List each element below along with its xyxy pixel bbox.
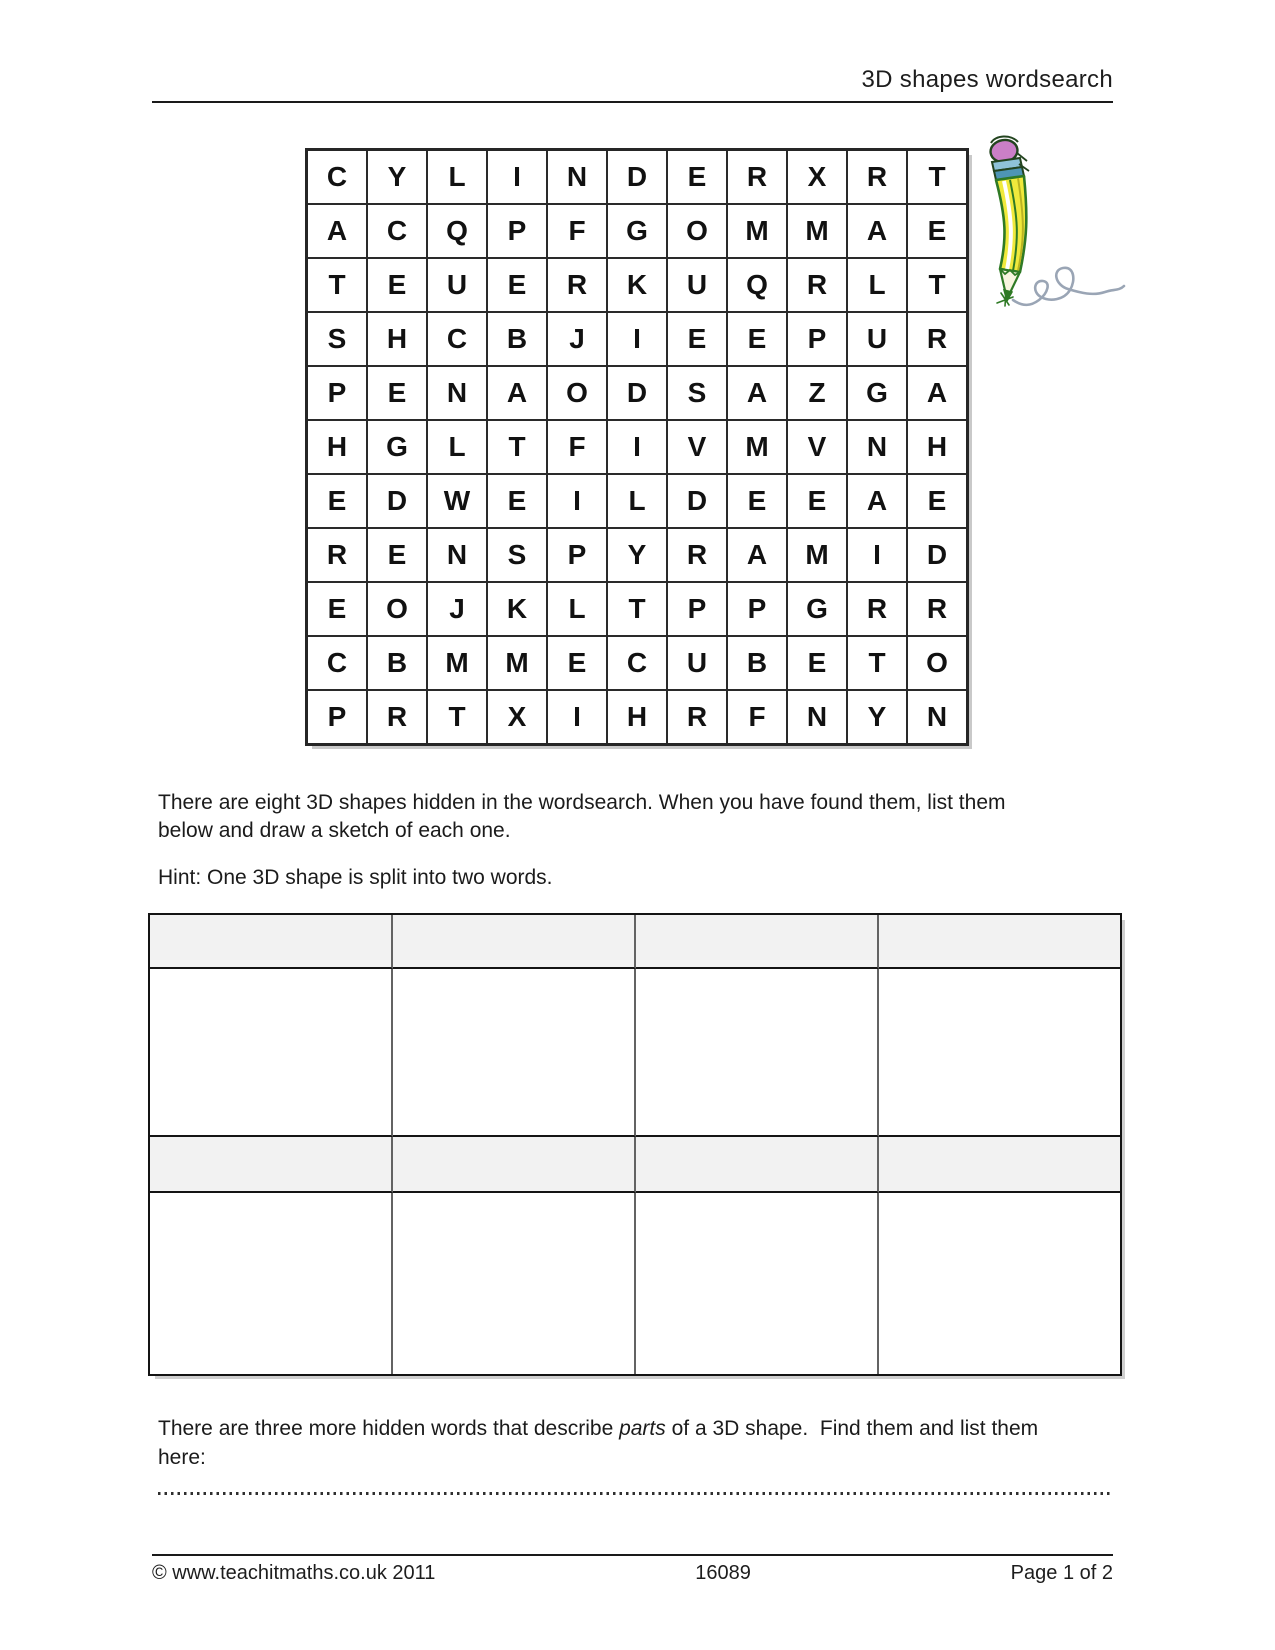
wordsearch-cell: C <box>608 637 668 691</box>
wordsearch-cell: N <box>548 151 608 205</box>
pencil-doodle-icon <box>973 133 1143 308</box>
wordsearch-cell: L <box>608 475 668 529</box>
answer-table <box>150 915 1120 1374</box>
wordsearch-cell: R <box>728 151 788 205</box>
wordsearch-cell: I <box>488 151 548 205</box>
answer-sketch-cell <box>150 1193 393 1374</box>
wordsearch-cell: R <box>908 313 966 367</box>
wordsearch-cell: H <box>908 421 966 475</box>
wordsearch-cell: E <box>488 475 548 529</box>
wordsearch-cell: E <box>368 259 428 313</box>
answer-sketch-cell <box>879 1193 1120 1374</box>
wordsearch-row <box>308 475 966 529</box>
wordsearch-cell: T <box>908 259 966 313</box>
page-footer <box>152 1562 1113 1585</box>
wordsearch-cell: L <box>428 421 488 475</box>
wordsearch-cell: E <box>308 475 368 529</box>
answer-sketch-row <box>150 1193 1120 1374</box>
wordsearch-cell: H <box>608 691 668 743</box>
wordsearch-cell: D <box>368 475 428 529</box>
wordsearch-cell: E <box>668 313 728 367</box>
wordsearch-cell: J <box>548 313 608 367</box>
wordsearch-cell: M <box>788 205 848 259</box>
wordsearch-cell: A <box>728 367 788 421</box>
instructions-paragraph: There are eight 3D shapes hidden in the wordsearch. When you have found them, list them below and draw a sketch of each one. <box>158 791 1006 842</box>
answer-name-cell <box>879 915 1120 969</box>
wordsearch-cell: Q <box>428 205 488 259</box>
wordsearch-cell: Z <box>788 367 848 421</box>
answer-name-cell <box>636 915 879 969</box>
wordsearch-cell: T <box>488 421 548 475</box>
wordsearch-cell: E <box>548 637 608 691</box>
wordsearch-cell: W <box>428 475 488 529</box>
wordsearch-cell: F <box>548 421 608 475</box>
wordsearch-cell: E <box>728 475 788 529</box>
wordsearch-cell: O <box>368 583 428 637</box>
answer-sketch-cell <box>636 1193 879 1374</box>
wordsearch-cell: T <box>908 151 966 205</box>
wordsearch-cell: O <box>668 205 728 259</box>
wordsearch-cell: D <box>608 151 668 205</box>
wordsearch-row <box>308 205 966 259</box>
wordsearch-row <box>308 151 966 205</box>
wordsearch-cell: N <box>428 367 488 421</box>
wordsearch-row <box>308 691 966 743</box>
wordsearch-cell: I <box>608 313 668 367</box>
wordsearch-cell: R <box>848 151 908 205</box>
answer-name-row <box>150 915 1120 969</box>
wordsearch-cell: P <box>308 691 368 743</box>
wordsearch-row <box>308 637 966 691</box>
wordsearch-cell: M <box>788 529 848 583</box>
wordsearch-cell: X <box>788 151 848 205</box>
wordsearch-cell: R <box>548 259 608 313</box>
wordsearch-cell: G <box>848 367 908 421</box>
wordsearch-cell: O <box>548 367 608 421</box>
wordsearch-cell: I <box>548 691 608 743</box>
wordsearch-cell: C <box>428 313 488 367</box>
wordsearch-cell: R <box>788 259 848 313</box>
wordsearch-cell: P <box>728 583 788 637</box>
answer-table-frame <box>148 913 1122 1376</box>
wordsearch-cell: G <box>608 205 668 259</box>
wordsearch-cell: P <box>668 583 728 637</box>
footer-rule <box>152 1554 1113 1556</box>
footer-page-number: Page 1 of 2 <box>1010 1562 1113 1584</box>
wordsearch-cell: N <box>848 421 908 475</box>
wordsearch-row <box>308 367 966 421</box>
hint-text: Hint: One 3D shape is split into two words. <box>158 866 553 889</box>
wordsearch-cell: A <box>728 529 788 583</box>
wordsearch-row <box>308 421 966 475</box>
wordsearch-row <box>308 313 966 367</box>
answer-name-cell <box>150 915 393 969</box>
wordsearch-cell: H <box>308 421 368 475</box>
wordsearch-cell: P <box>788 313 848 367</box>
wordsearch-cell: R <box>908 583 966 637</box>
wordsearch-cell: I <box>548 475 608 529</box>
wordsearch-cell: R <box>368 691 428 743</box>
wordsearch-cell: G <box>368 421 428 475</box>
answer-name-cell <box>879 1137 1120 1193</box>
wordsearch-cell: C <box>308 151 368 205</box>
wordsearch-cell: B <box>728 637 788 691</box>
wordsearch-cell: O <box>908 637 966 691</box>
wordsearch-cell: A <box>308 205 368 259</box>
wordsearch-cell: N <box>788 691 848 743</box>
wordsearch-cell: J <box>428 583 488 637</box>
wordsearch-cell: D <box>668 475 728 529</box>
wordsearch-cell: B <box>368 637 428 691</box>
wordsearch-cell: E <box>788 475 848 529</box>
wordsearch-cell: T <box>608 583 668 637</box>
parts-word-italic: parts <box>619 1417 666 1440</box>
wordsearch-cell: E <box>488 259 548 313</box>
wordsearch-cell: P <box>308 367 368 421</box>
wordsearch-cell: R <box>848 583 908 637</box>
parts-paragraph-text: There are three more hidden words that describe <box>158 1417 620 1440</box>
wordsearch-cell: S <box>668 367 728 421</box>
wordsearch-cell: N <box>926 701 948 732</box>
wordsearch-cell: I <box>848 529 908 583</box>
wordsearch-cell: U <box>848 313 908 367</box>
wordsearch-cell: K <box>488 583 548 637</box>
wordsearch-cell: I <box>608 421 668 475</box>
wordsearch-cell: P <box>548 529 608 583</box>
wordsearch-cell: G <box>788 583 848 637</box>
wordsearch-cell: D <box>908 529 966 583</box>
wordsearch-cell: E <box>728 313 788 367</box>
wordsearch-cell: N <box>428 529 488 583</box>
footer-document-id: 16089 <box>695 1562 751 1584</box>
wordsearch-cell: C <box>368 205 428 259</box>
wordsearch-cell: Y <box>608 529 668 583</box>
wordsearch-cell: M <box>728 421 788 475</box>
wordsearch-cell: E <box>908 205 966 259</box>
wordsearch-cell: U <box>428 259 488 313</box>
wordsearch-cell: E <box>788 637 848 691</box>
answer-name-cell <box>636 1137 879 1193</box>
wordsearch-row <box>308 259 966 313</box>
wordsearch-cell: R <box>668 691 728 743</box>
wordsearch-cell: A <box>908 367 966 421</box>
wordsearch-cell: R <box>308 529 368 583</box>
answer-name-row <box>150 1137 1120 1193</box>
wordsearch-cell: L <box>548 583 608 637</box>
wordsearch-cell: M <box>428 637 488 691</box>
footer-copyright: © www.teachitmaths.co.uk 2011 <box>152 1562 436 1584</box>
wordsearch-cell: V <box>668 421 728 475</box>
answer-sketch-cell <box>879 969 1120 1137</box>
wordsearch-cell: S <box>488 529 548 583</box>
pencil-scribble <box>1013 268 1124 305</box>
wordsearch-cell: M <box>728 205 788 259</box>
wordsearch-cell: P <box>488 205 548 259</box>
wordsearch-cell: E <box>908 475 966 529</box>
wordsearch-grid-frame <box>305 148 969 746</box>
wordsearch-cell: K <box>608 259 668 313</box>
wordsearch-cell: L <box>428 151 488 205</box>
wordsearch-cell: Q <box>728 259 788 313</box>
wordsearch-cell: Y <box>848 691 908 743</box>
wordsearch-cell: T <box>308 259 368 313</box>
page-title: 3D shapes wordsearch <box>861 66 1113 93</box>
wordsearch-cell: D <box>608 367 668 421</box>
wordsearch-row <box>308 529 966 583</box>
answer-dotted-line <box>158 1492 1113 1495</box>
parts-paragraph <box>158 1414 1078 1472</box>
wordsearch-cell: E <box>668 151 728 205</box>
answer-sketch-cell <box>150 969 393 1137</box>
wordsearch-cell: U <box>668 637 728 691</box>
wordsearch-cell: A <box>488 367 548 421</box>
wordsearch-cell: R <box>668 529 728 583</box>
wordsearch-cell: S <box>308 313 368 367</box>
answer-name-cell <box>393 915 636 969</box>
wordsearch-cell: T <box>428 691 488 743</box>
wordsearch-cell: F <box>728 691 788 743</box>
wordsearch-cell: A <box>848 205 908 259</box>
wordsearch-cell: U <box>668 259 728 313</box>
wordsearch-cell: E <box>368 529 428 583</box>
wordsearch-row <box>308 583 966 637</box>
wordsearch-cell: B <box>488 313 548 367</box>
answer-name-cell <box>150 1137 393 1193</box>
answer-sketch-row <box>150 969 1120 1137</box>
answer-name-cell <box>393 1137 636 1193</box>
wordsearch-cell: F <box>548 205 608 259</box>
wordsearch-cell: L <box>848 259 908 313</box>
wordsearch-cell: M <box>488 637 548 691</box>
wordsearch-cell: E <box>368 367 428 421</box>
answer-sketch-cell <box>393 969 636 1137</box>
wordsearch-cell: V <box>788 421 848 475</box>
wordsearch-cell: T <box>848 637 908 691</box>
wordsearch-cell: H <box>368 313 428 367</box>
wordsearch-cell: X <box>488 691 548 743</box>
wordsearch-cell: A <box>848 475 908 529</box>
answer-sketch-cell <box>636 969 879 1137</box>
header-rule <box>152 101 1113 103</box>
wordsearch-grid <box>308 151 966 743</box>
wordsearch-cell: C <box>308 637 368 691</box>
wordsearch-cell: E <box>308 583 368 637</box>
wordsearch-cell: Y <box>368 151 428 205</box>
parts-paragraph-text: of a 3D shape. Find them and list them here: <box>158 1417 1044 1469</box>
answer-sketch-cell <box>393 1193 636 1374</box>
